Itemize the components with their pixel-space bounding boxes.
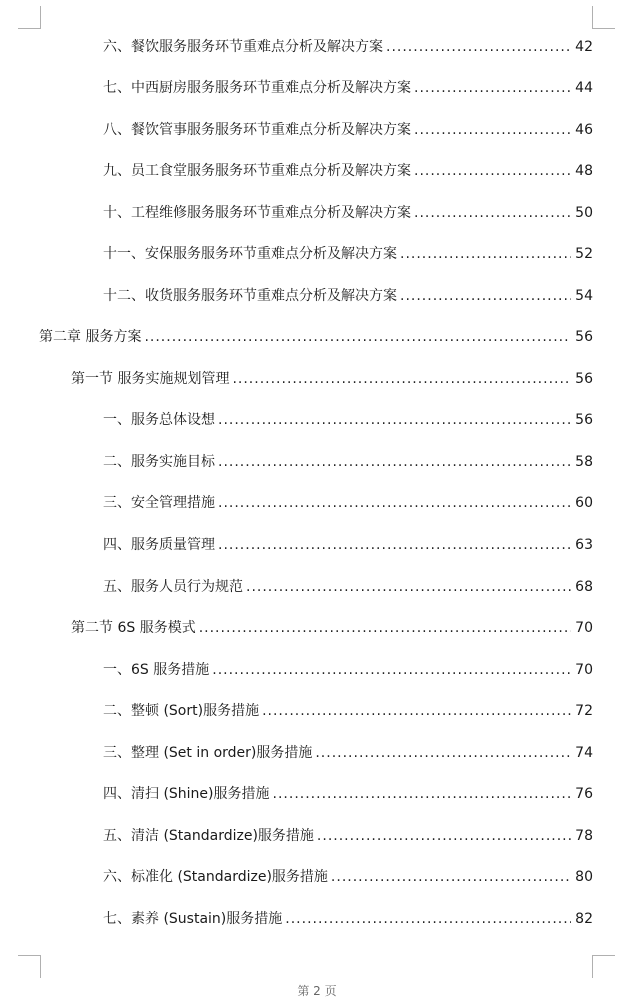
- toc-entry-page: 42: [575, 39, 593, 55]
- toc-leader-dots: [414, 160, 571, 182]
- toc-section-entry[interactable]: [71, 617, 593, 639]
- toc-entry-title: 餐饮服务服务环节重难点分析及解决方案: [131, 39, 383, 55]
- toc-entry-page: 50: [575, 205, 593, 221]
- toc-entry[interactable]: [103, 77, 593, 99]
- toc-leader-dots: [315, 742, 571, 764]
- toc-leader-dots: [232, 368, 571, 390]
- toc-entry-page: 56: [575, 329, 593, 345]
- toc-entry[interactable]: [103, 866, 593, 888]
- toc-entry-number: 六、: [103, 39, 131, 55]
- toc-entry-page: 44: [575, 80, 593, 96]
- toc-entry-number: 五、: [103, 828, 131, 844]
- toc-entry-page: 54: [575, 288, 593, 304]
- toc-leader-dots: [273, 783, 572, 805]
- toc-entry-page: 52: [575, 246, 593, 262]
- toc-entry-number: 三、: [103, 495, 131, 511]
- toc-leader-dots: [414, 119, 571, 141]
- page-number-footer: 第 2 页: [297, 984, 337, 998]
- toc-entry-page: 56: [575, 371, 593, 387]
- toc-entry-page: 72: [575, 703, 593, 719]
- toc-entry-number: 四、: [103, 786, 131, 802]
- toc-entry-number: 二、: [103, 703, 131, 719]
- toc-entry-number: 三、: [103, 745, 131, 761]
- toc-leader-dots: [331, 866, 571, 888]
- toc-entry-number: 二、: [103, 454, 131, 470]
- toc-entry[interactable]: [103, 825, 593, 847]
- toc-entry[interactable]: [103, 119, 593, 141]
- toc-entry[interactable]: [103, 451, 593, 473]
- toc-entry-number: 十二、: [103, 288, 145, 304]
- toc-leader-dots: [199, 617, 571, 639]
- toc-entry-title: 餐饮管事服务服务环节重难点分析及解决方案: [131, 122, 411, 138]
- toc-entry[interactable]: [103, 409, 593, 431]
- toc-entry[interactable]: [103, 534, 593, 556]
- toc-entry-title: 清洁 (Standardize)服务措施: [131, 828, 314, 844]
- toc-entry[interactable]: [103, 659, 593, 681]
- toc-entry-page: 70: [575, 620, 593, 636]
- toc-entry-number: 一、: [103, 412, 131, 428]
- toc-leader-dots: [218, 451, 571, 473]
- toc-entry-page: 80: [575, 869, 593, 885]
- toc-entry-title: 整理 (Set in order)服务措施: [131, 745, 313, 761]
- toc-entry-title: 清扫 (Shine)服务措施: [131, 786, 270, 802]
- toc-entry[interactable]: [103, 783, 593, 805]
- toc-entry-page: 76: [575, 786, 593, 802]
- toc-entry-page: 60: [575, 495, 593, 511]
- toc-leader-dots: [285, 908, 571, 930]
- toc-entry-title: 服务质量管理: [131, 537, 215, 553]
- toc-entry-title: 第二节 6S 服务模式: [71, 620, 196, 636]
- toc-entry-number: 九、: [103, 163, 131, 179]
- toc-entry-title: 素养 (Sustain)服务措施: [131, 911, 283, 927]
- toc-entry-title: 整顿 (Sort)服务措施: [131, 703, 260, 719]
- toc-entry-title: 服务总体设想: [131, 412, 215, 428]
- toc-entry[interactable]: [103, 243, 593, 265]
- crop-mark-bottom-left: [18, 955, 41, 978]
- toc-entry-title: 第一节 服务实施规划管理: [71, 371, 230, 387]
- toc-entry-page: 78: [575, 828, 593, 844]
- toc-entry-number: 十、: [103, 205, 131, 221]
- toc-entry-number: 七、: [103, 80, 131, 96]
- toc-leader-dots: [218, 409, 571, 431]
- toc-entry-title: 服务实施目标: [131, 454, 215, 470]
- toc-entry[interactable]: [103, 160, 593, 182]
- toc-leader-dots: [246, 576, 571, 598]
- toc-entry-title: 6S 服务措施: [131, 662, 210, 678]
- toc-entry-number: 六、: [103, 869, 131, 885]
- toc-leader-dots: [317, 825, 571, 847]
- toc-entry[interactable]: [103, 908, 593, 930]
- toc-section-entry[interactable]: [71, 368, 593, 390]
- toc-leader-dots: [414, 202, 571, 224]
- toc-leader-dots: [144, 326, 571, 348]
- toc-entry-title: 第二章 服务方案: [39, 329, 142, 345]
- toc-entry-number: 八、: [103, 122, 131, 138]
- toc-entry-title: 安保服务服务环节重难点分析及解决方案: [145, 246, 397, 262]
- toc-entry-page: 48: [575, 163, 593, 179]
- toc-entry[interactable]: [103, 202, 593, 224]
- toc-leader-dots: [262, 700, 571, 722]
- toc-entry[interactable]: [103, 285, 593, 307]
- toc-entry[interactable]: [103, 700, 593, 722]
- toc-leader-dots: [400, 243, 571, 265]
- toc-entry-page: 46: [575, 122, 593, 138]
- toc-entry-page: 63: [575, 537, 593, 553]
- toc-entry-title: 服务人员行为规范: [131, 579, 243, 595]
- toc-entry-title: 标准化 (Standardize)服务措施: [131, 869, 328, 885]
- toc-entry-page: 82: [575, 911, 593, 927]
- crop-mark-top-right: [592, 6, 615, 29]
- toc-leader-dots: [400, 285, 571, 307]
- toc-entry-number: 七、: [103, 911, 131, 927]
- toc-entry-number: 一、: [103, 662, 131, 678]
- toc-entry[interactable]: [103, 742, 593, 764]
- toc-leader-dots: [386, 36, 571, 58]
- toc-leader-dots: [212, 659, 571, 681]
- toc-entry-title: 中西厨房服务服务环节重难点分析及解决方案: [131, 80, 411, 96]
- toc-entry-number: 五、: [103, 579, 131, 595]
- toc-entry-number: 四、: [103, 537, 131, 553]
- toc-entry-number: 十一、: [103, 246, 145, 262]
- toc-entry-title: 工程维修服务服务环节重难点分析及解决方案: [131, 205, 411, 221]
- toc-entry[interactable]: [103, 576, 593, 598]
- toc-entry-page: 70: [575, 662, 593, 678]
- toc-leader-dots: [414, 77, 571, 99]
- toc-entry-title: 员工食堂服务服务环节重难点分析及解决方案: [131, 163, 411, 179]
- crop-mark-top-left: [18, 6, 41, 29]
- toc-chapter-entry[interactable]: [39, 326, 593, 348]
- toc-leader-dots: [218, 534, 571, 556]
- toc-entry[interactable]: [103, 492, 593, 514]
- toc-entry-page: 68: [575, 579, 593, 595]
- toc-entry-page: 56: [575, 412, 593, 428]
- toc-entry-page: 58: [575, 454, 593, 470]
- toc-leader-dots: [218, 492, 571, 514]
- toc-entry-title: 安全管理措施: [131, 495, 215, 511]
- toc-entry-page: 74: [575, 745, 593, 761]
- toc-entry[interactable]: [103, 36, 593, 58]
- toc-entry-title: 收货服务服务环节重难点分析及解决方案: [145, 288, 397, 304]
- crop-mark-bottom-right: [592, 955, 615, 978]
